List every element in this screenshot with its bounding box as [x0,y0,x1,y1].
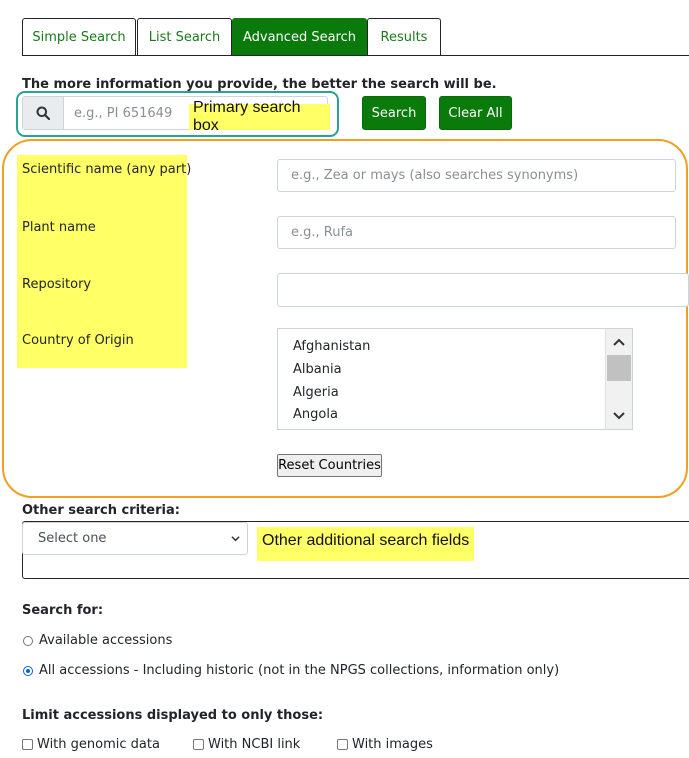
plant-name-field[interactable] [277,216,676,249]
radio-button[interactable] [23,636,33,646]
tab-divider [22,55,689,56]
radio-available-accessions[interactable] [23,633,172,648]
plant-name-input[interactable] [289,224,664,241]
scientific-name-field[interactable] [277,159,676,192]
plant-name-label: Plant name [22,220,96,235]
checkbox-images[interactable] [337,737,433,752]
search-icon [23,97,64,129]
checkbox[interactable] [337,739,348,750]
repository-label: Repository [22,277,92,292]
scroll-up-icon[interactable] [606,332,632,352]
clear-all-button[interactable]: Clear All [439,96,512,130]
country-option[interactable]: Algeria [293,385,339,400]
checkbox-label: With NCBI link [208,737,301,752]
country-option[interactable]: Afghanistan [293,339,371,354]
country-option[interactable]: Albania [293,362,342,377]
radio-label: Available accessions [39,633,173,648]
chevron-down-icon [231,532,240,547]
radio-label: All accessions - Including historic (not in the NPGS collections, information only) [39,663,560,678]
reset-countries-button[interactable]: Reset Countries [277,454,382,477]
tab-advanced-search[interactable]: Advanced Search [232,18,367,56]
repository-input[interactable] [289,282,677,299]
other-criteria-select-value: Select one [38,531,107,546]
checkbox[interactable] [193,739,204,750]
tab-results[interactable]: Results [367,18,441,56]
country-scrollbar[interactable] [605,329,632,429]
tab-list-search[interactable]: List Search [137,18,232,56]
country-option[interactable]: Angola [293,407,338,422]
country-label: Country of Origin [22,333,134,348]
other-criteria-annotation: Other additional search fields [257,527,474,561]
scientific-name-input[interactable] [289,167,664,184]
scientific-name-label: Scientific name (any part) [22,162,192,177]
search-button[interactable]: Search [362,96,426,130]
checkbox-ncbi-link[interactable] [193,737,300,752]
other-criteria-select[interactable] [22,522,248,555]
checkbox-label: With images [352,737,433,752]
intro-text: The more information you provide, the better the search will be. [22,77,497,92]
other-criteria-label: Other search criteria: [22,503,180,518]
checkbox-genomic-data[interactable] [22,737,160,752]
search-for-label: Search for: [22,603,104,618]
scroll-down-icon[interactable] [606,406,632,426]
radio-button[interactable] [23,666,33,676]
scroll-thumb[interactable] [607,355,631,381]
checkbox[interactable] [22,739,33,750]
checkbox-label: With genomic data [37,737,160,752]
radio-all-accessions[interactable] [23,663,559,678]
country-listbox[interactable] [277,328,633,430]
repository-field[interactable] [277,273,689,307]
primary-search-annotation: Primary search box [189,104,330,130]
tab-simple-search[interactable]: Simple Search [22,18,136,56]
limit-label: Limit accessions displayed to only those: [22,708,324,723]
